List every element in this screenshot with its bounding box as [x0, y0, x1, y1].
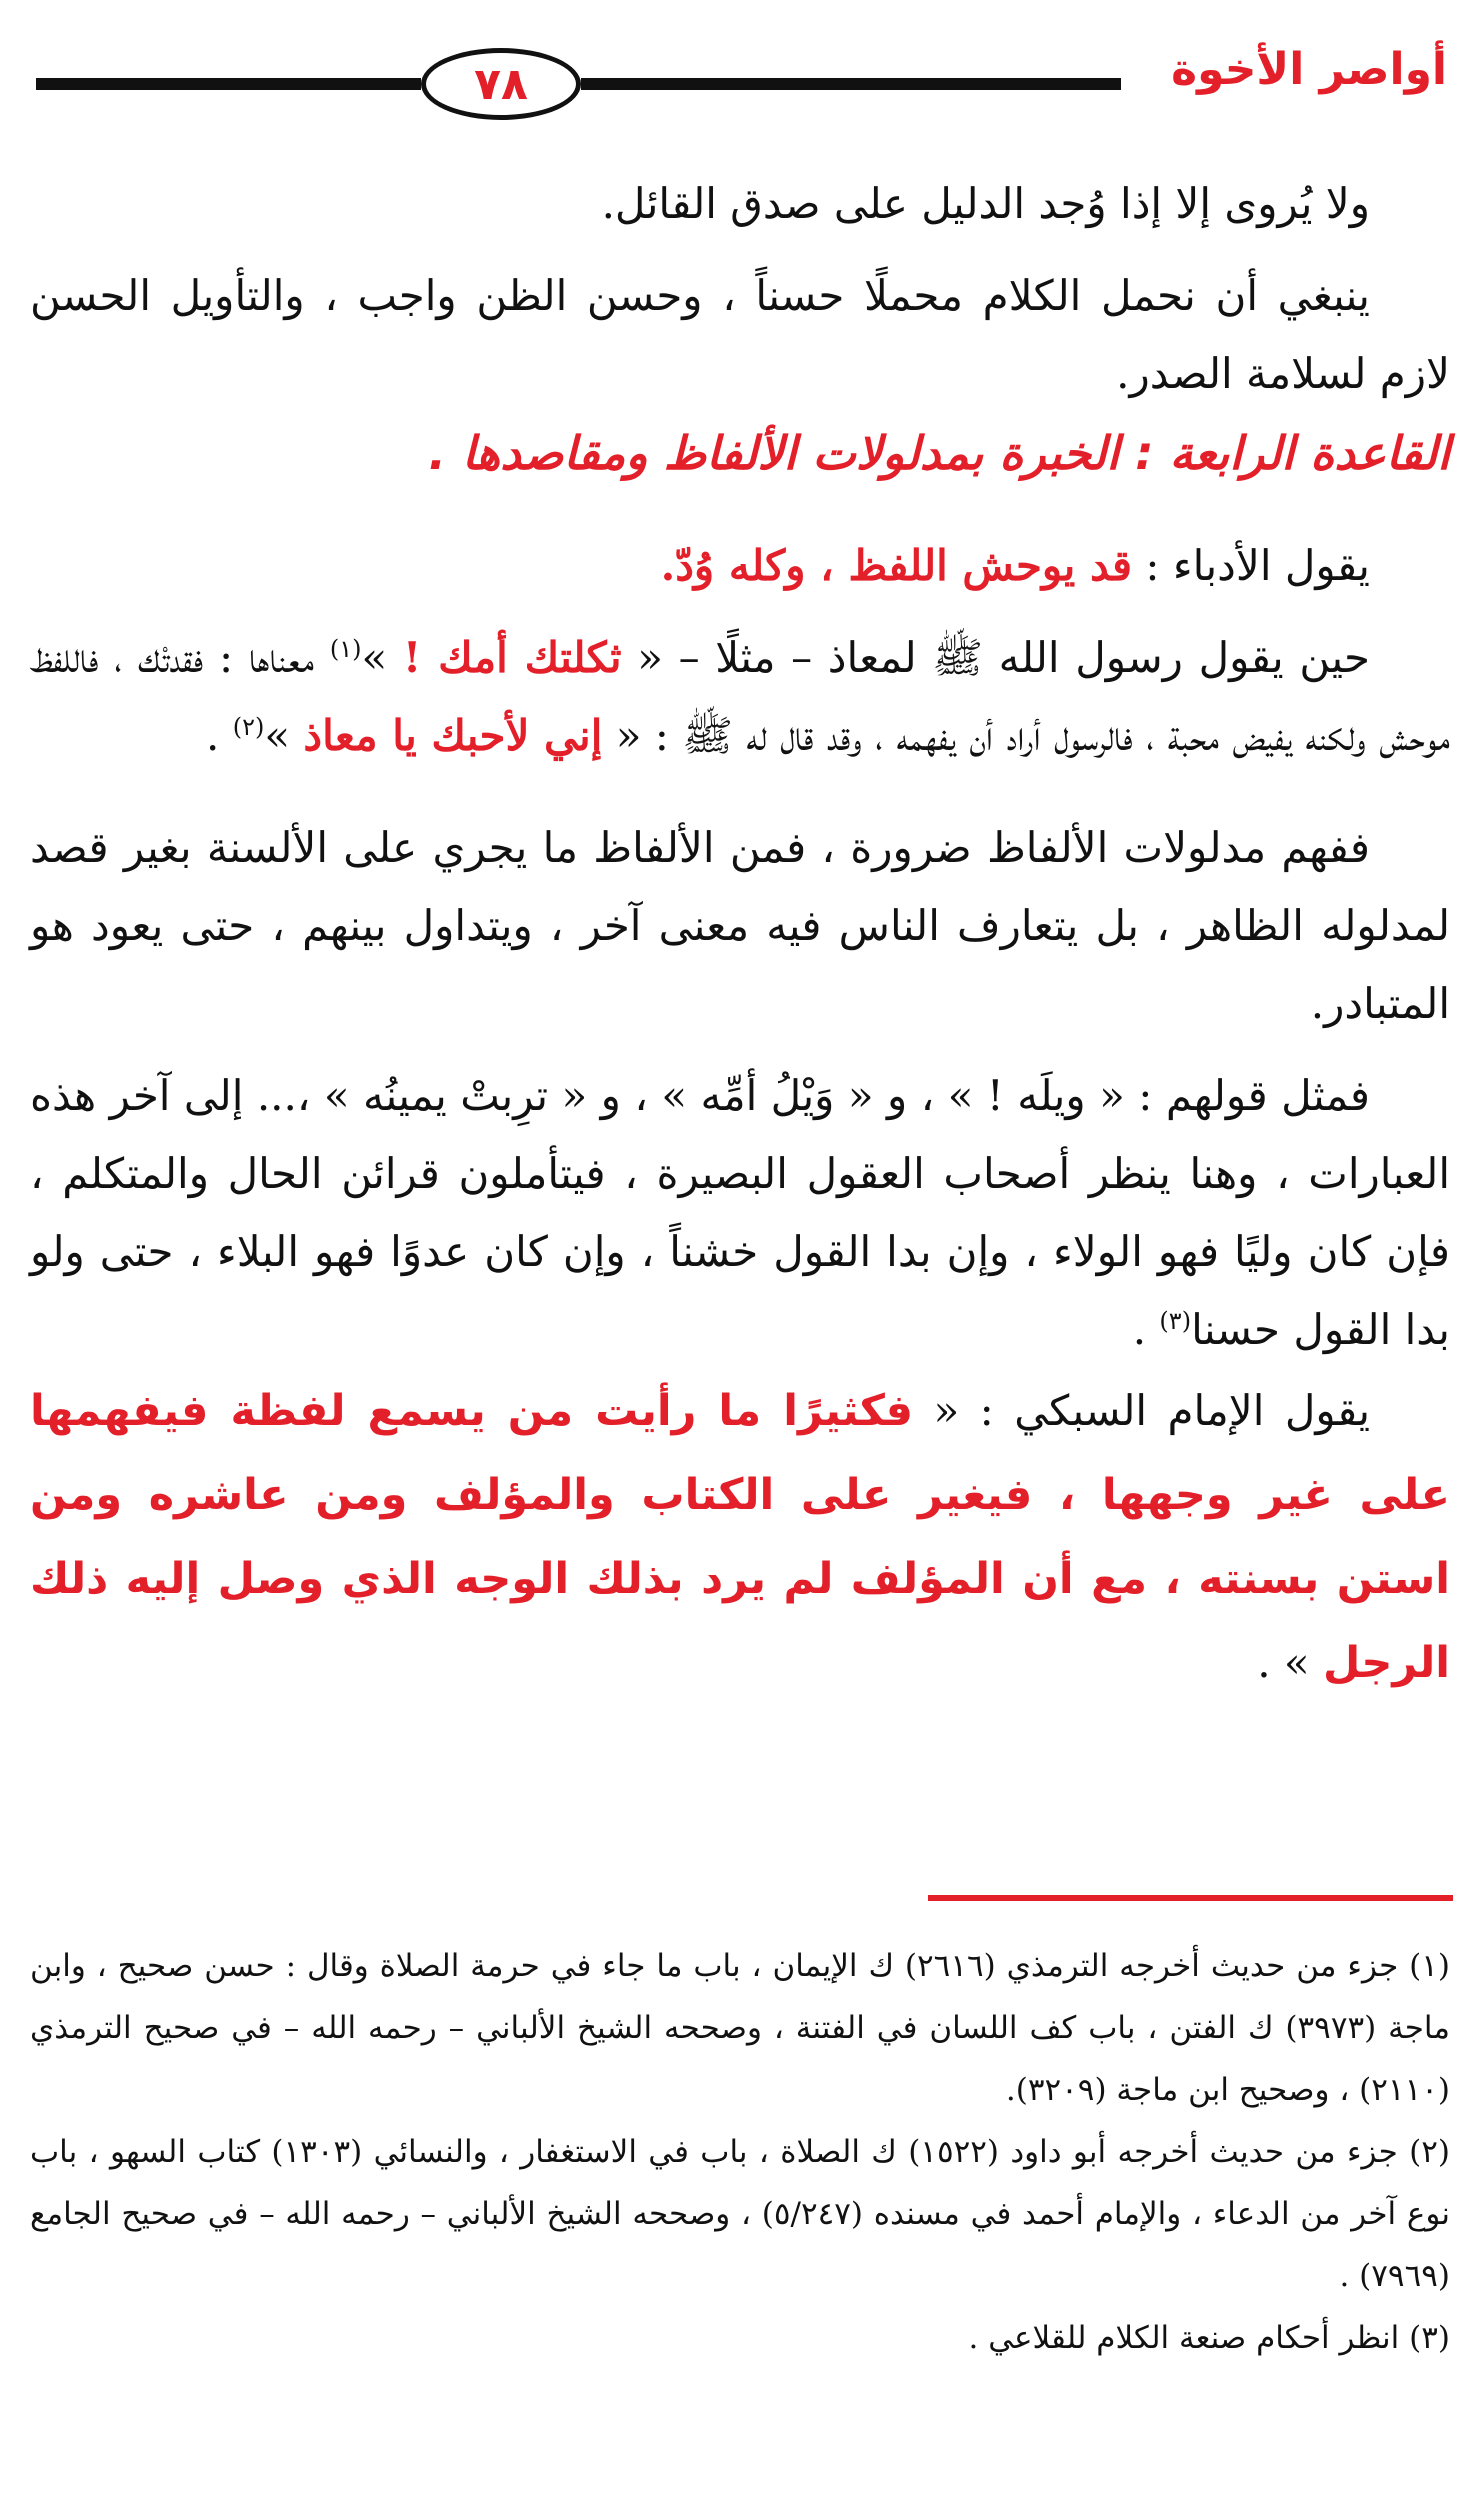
quote-intro: يقول الأدباء :	[1132, 541, 1370, 590]
footnote-1: (١) جزء من حديث أخرجه الترمذي (٢٦١٦) ك الإيمان ، باب ما جاء في حرمة الصلاة وقال : حسن صحيح ، وابن ماجة (٣٩٧٣) ك الفتن ، باب كف اللسان في الفتنة ، وصححه الشيخ الألباني – رحمه الله – في صحيح الترمذي (٢١١٠) ، وصحيح ابن ماجة (٣٢٠٩).	[30, 1948, 1451, 2108]
paragraph-5: ففهم مدلولات الألفاظ ضرورة ، فمن الألفاظ ما يجري على الألسنة بغير قصد لمدلوله الظاهر ، بل يتعارف الناس فيه معنى آخر ، ويتداول بينهم ، حتى يعود هو المتبادر.	[30, 823, 1450, 1028]
p4-part-e: .	[206, 711, 233, 760]
paragraph-4	[30, 619, 1450, 775]
p6-end: .	[1132, 1305, 1160, 1354]
p4-part-c: معناها : فقدتْك ، فاللفظ موحش ولكنه يفيض محبة ، فالرسول أراد أن يفهمه ، وقد قال له ﷺ : «	[30, 633, 1450, 760]
footnote-2: (٢) جزء من حديث أخرجه أبو داود (١٥٢٢) ك الصلاة ، باب في الاستغفار ، والنسائي (١٣٠٣) كتاب السهو ، باب نوع آخر من الدعاء ، والإمام أحمد في مسنده (٥/٢٤٧) ، وصححه الشيخ الألباني – رحمه الله – في صحيح الجامع (٧٩٦٩) .	[30, 2134, 1450, 2294]
subki-end: » .	[1257, 1638, 1323, 1687]
p4-part-a: حين يقول رسول الله ﷺ لمعاذ – مثلًا – «	[621, 633, 1370, 682]
footnote-ref-3: (٣)	[1159, 1307, 1192, 1335]
footnotes	[30, 1935, 1450, 2369]
p4-part-d: »	[264, 711, 304, 760]
page-number-badge	[421, 48, 581, 120]
p6-text: فمثل قولهم : « ويلَه ! » ، و « وَيْلُ أمِّه » ، و « ترِبتْ يمينُه » ،... إلى آخر هذه العبارات ، وهنا ينظر أصحاب العقول البصيرة ، فيتأملون قرائن الحال والمتكلم ، فإن كان وليًا فهو الولاء ، وإن بدا القول خشناً ، وإن كان عدوًا فهو البلاء ، حتى ولو بدا القول حسنا	[30, 1071, 1450, 1354]
footnote-ref-2: (٢)	[232, 713, 265, 741]
paragraph-3	[30, 527, 1450, 605]
section-heading: القاعدة الرابعة : الخبرة بمدلولات الألفاظ ومقاصدها .	[428, 426, 1450, 480]
p4-part-b: »	[361, 633, 403, 682]
quote-highlight: قد يوحش اللفظ ، وكله وُدّ.	[660, 541, 1133, 590]
header-rule-right	[581, 78, 1121, 90]
page-header	[36, 40, 1447, 120]
subki-intro: يقول الإمام السبكي : «	[913, 1386, 1371, 1435]
paragraph-7	[30, 1369, 1450, 1705]
header-rule-left	[36, 78, 421, 90]
hadith-highlight-1: ثكلتك أمك !	[402, 633, 622, 682]
subki-quote: فكثيرًا ما رأيت من يسمع لفظة فيفهمها على غير وجهها ، فيغير على الكتاب والمؤلف ومن عاشره ومن استن بسنته ، مع أن المؤلف لم يرد بذلك الوجه الذي وصل إليه ذلك الرجل	[30, 1386, 1450, 1688]
paragraph-6	[30, 1057, 1450, 1369]
paragraph-1: ولا يُروى إلا إذا وُجد الدليل على صدق القائل.	[601, 179, 1370, 228]
main-text	[30, 165, 1450, 1705]
page-number: ٧٨	[474, 58, 528, 110]
hadith-highlight-2: إني لأحبك يا معاذ	[303, 711, 603, 760]
book-title: أواصر الأخوة	[1171, 44, 1447, 95]
footnote-3: (٣) انظر أحكام صنعة الكلام للقلاعي .	[968, 2320, 1450, 2356]
footnote-separator	[928, 1895, 1453, 1901]
paragraph-2: ينبغي أن نحمل الكلام محملًا حسناً ، وحسن الظن واجب ، والتأويل الحسن لازم لسلامة الصدر.	[30, 271, 1450, 398]
footnote-ref-1: (١)	[329, 635, 362, 663]
